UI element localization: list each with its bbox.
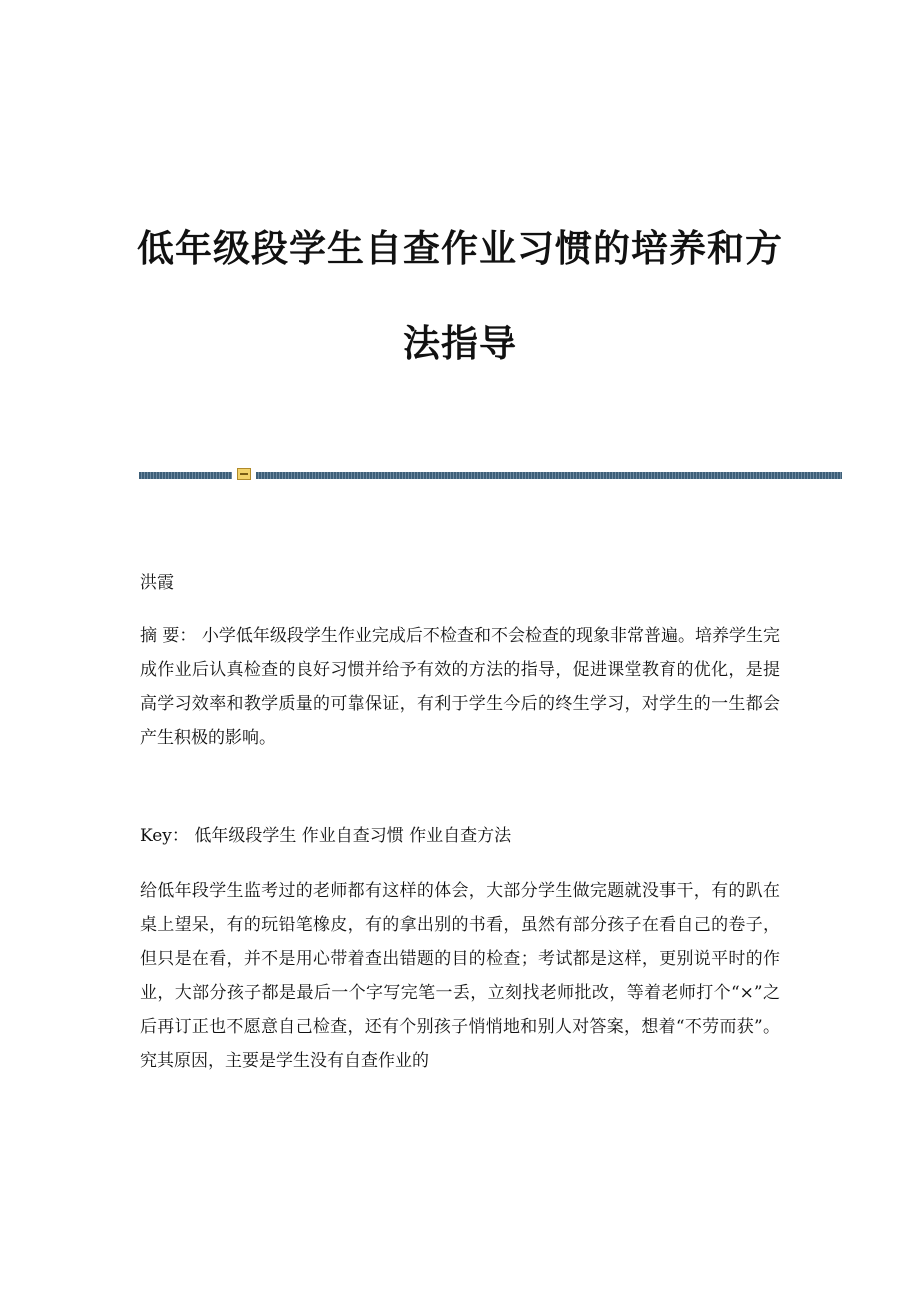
abstract-label: 摘 要：: [140, 626, 197, 646]
divider-bar-left: [139, 472, 232, 479]
keywords-line: [140, 819, 780, 853]
body-paragraph: 给低年段学生监考过的老师都有这样的体会，大部分学生做完题就没事干，有的趴在桌上望呆，有的玩铅笔橡皮，有的拿出别的书看，虽然有部分孩子在看自己的卷子，但只是在看，并不是用心带着查出错题的目的检查；考试都是这样，更别说平时的作业，大部分孩子都是最后一个字写完笔一丢，立刻找老师批改，等着老师打个“×”之后再订正也不愿意自己检查，还有个别孩子悄悄地和别人对答案，想着“不劳而获”。究其原因，主要是学生没有自查作业的: [140, 881, 780, 1071]
title-divider: [139, 466, 842, 482]
document-title-line-2: 法指导: [403, 322, 517, 365]
document-title-line-1: 低年级段学生自查作业习惯的培养和方: [137, 227, 783, 270]
keywords-text: 低年级段学生 作业自查习惯 作业自查方法: [194, 826, 512, 846]
divider-ornament-icon: [237, 468, 251, 480]
divider-bar-right: [256, 472, 842, 479]
abstract-text: 小学低年级段学生作业完成后不检查和不会检查的现象非常普遍。培养学生完成作业后认真检查的良好习惯并给予有效的方法的指导，促进课堂教育的优化，是提高学习效率和教学质量的可靠保证，有利于学生今后的终生学习，对学生的一生都会产生积极的影响。: [140, 626, 781, 748]
keywords-label: Key：: [140, 826, 189, 846]
abstract-paragraph: [140, 619, 780, 755]
author-name: 洪霞: [140, 573, 174, 593]
